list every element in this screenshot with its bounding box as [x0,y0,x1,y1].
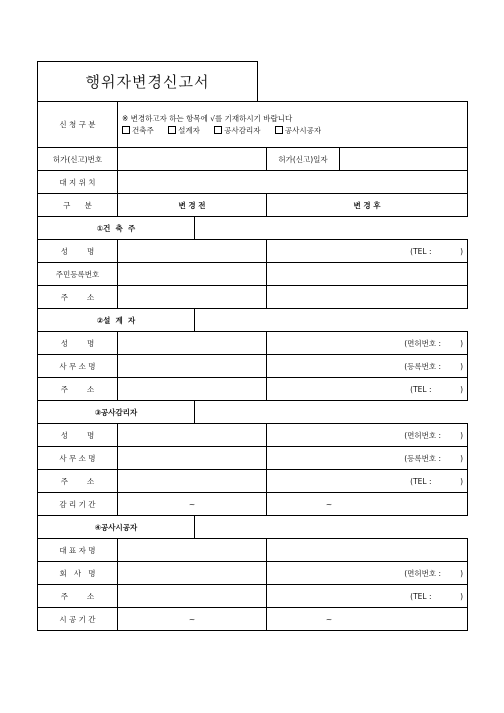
owner-section-title: ①건 축 주 [38,217,195,240]
contractor-section-spacer [195,516,468,539]
owner-name-after[interactable]: (TEL : ) [267,240,468,263]
supervisor-address-after[interactable]: (TEL : ) [267,470,468,493]
supervisor-address-label: 주 소 [38,470,118,493]
site-row [38,171,468,194]
designer-name-label: 성 명 [38,332,118,355]
supervisor-period-before[interactable]: ~ [118,493,267,516]
header-before: 변 경 전 [118,194,267,217]
designer-section-row [38,309,468,332]
option-designer: 설계자 [178,125,200,135]
contractor-section-title: ④공사시공자 [38,516,195,539]
supervisor-name-row [38,424,468,447]
contractor-rep-row [38,539,468,562]
change-report-form [37,101,468,631]
header-after: 변 경 후 [267,194,468,217]
designer-section-spacer [195,309,468,332]
option-contractor: 공사시공자 [284,125,322,135]
permit-number-field[interactable] [118,148,267,171]
checkbox-owner[interactable] [122,126,130,134]
apply-note: ※ 변경하고자 하는 항목에 √를 기재하시기 바랍니다 [122,113,293,123]
header-row [38,194,468,217]
owner-name-row [38,240,468,263]
contractor-period-row [38,608,468,631]
contractor-address-after[interactable]: (TEL : ) [267,585,468,608]
permit-number-label: 허가(신고)번호 [38,148,118,171]
supervisor-office-row [38,447,468,470]
contractor-address-row [38,585,468,608]
permit-row [38,148,468,171]
site-label: 대 지 위 치 [38,171,118,194]
header-category: 구 분 [38,194,118,217]
checkbox-contractor[interactable] [275,126,283,134]
permit-date-label: 허가(신고)일자 [267,148,340,171]
designer-office-after[interactable]: (등록번호 : ) [267,355,468,378]
contractor-period-label: 시 공 기 간 [38,608,118,631]
supervisor-period-after[interactable]: ~ [267,493,468,516]
designer-section-title: ②설 계 자 [38,309,195,332]
designer-address-before[interactable] [118,378,267,401]
permit-date-field[interactable] [340,148,468,171]
contractor-address-before[interactable] [118,585,267,608]
checkbox-designer[interactable] [168,126,176,134]
owner-id-row [38,263,468,286]
form-title: 행위자변경신고서 [37,61,258,101]
owner-address-label: 주 소 [38,286,118,309]
apply-options [122,125,463,137]
owner-id-before[interactable] [118,263,267,286]
option-supervisor: 공사감리자 [224,125,261,135]
designer-name-after[interactable]: (면허번호 : ) [267,332,468,355]
supervisor-address-before[interactable] [118,470,267,493]
owner-address-after[interactable] [267,286,468,309]
supervisor-office-after[interactable]: (등록번호 : ) [267,447,468,470]
contractor-rep-label: 대 표 자 명 [38,539,118,562]
owner-section-row [38,217,468,240]
designer-office-before[interactable] [118,355,267,378]
contractor-company-after[interactable]: (면허번호 : ) [267,562,468,585]
apply-row [38,102,468,148]
contractor-company-row [38,562,468,585]
supervisor-name-before[interactable] [118,424,267,447]
contractor-rep-after[interactable] [267,539,468,562]
designer-name-row [38,332,468,355]
supervisor-section-spacer [195,401,468,424]
designer-office-row [38,355,468,378]
contractor-address-label: 주 소 [38,585,118,608]
owner-address-row [38,286,468,309]
supervisor-period-label: 감 리 기 간 [38,493,118,516]
supervisor-office-before[interactable] [118,447,267,470]
option-owner: 건축주 [132,125,154,135]
owner-address-before[interactable] [118,286,267,309]
contractor-period-before[interactable]: ~ [118,608,267,631]
supervisor-section-title: ③공사감리자 [38,401,195,424]
designer-office-label: 사 무 소 명 [38,355,118,378]
designer-address-label: 주 소 [38,378,118,401]
designer-name-before[interactable] [118,332,267,355]
owner-id-label: 주민등록번호 [38,263,118,286]
contractor-period-after[interactable]: ~ [267,608,468,631]
supervisor-section-row [38,401,468,424]
owner-section-spacer [195,217,468,240]
supervisor-office-label: 사 무 소 명 [38,447,118,470]
owner-name-label: 성 명 [38,240,118,263]
designer-address-after[interactable]: (TEL : ) [267,378,468,401]
owner-id-after[interactable] [267,263,468,286]
supervisor-address-row [38,470,468,493]
supervisor-name-after[interactable]: (면허번호 : ) [267,424,468,447]
contractor-section-row [38,516,468,539]
apply-label: 신 청 구 분 [38,102,118,148]
checkbox-supervisor[interactable] [214,126,222,134]
owner-name-before[interactable] [118,240,267,263]
apply-options-cell [118,102,468,148]
contractor-company-label: 회 사 명 [38,562,118,585]
supervisor-period-row [38,493,468,516]
supervisor-name-label: 성 명 [38,424,118,447]
site-field[interactable] [118,171,468,194]
designer-address-row [38,378,468,401]
contractor-company-before[interactable] [118,562,267,585]
contractor-rep-before[interactable] [118,539,267,562]
